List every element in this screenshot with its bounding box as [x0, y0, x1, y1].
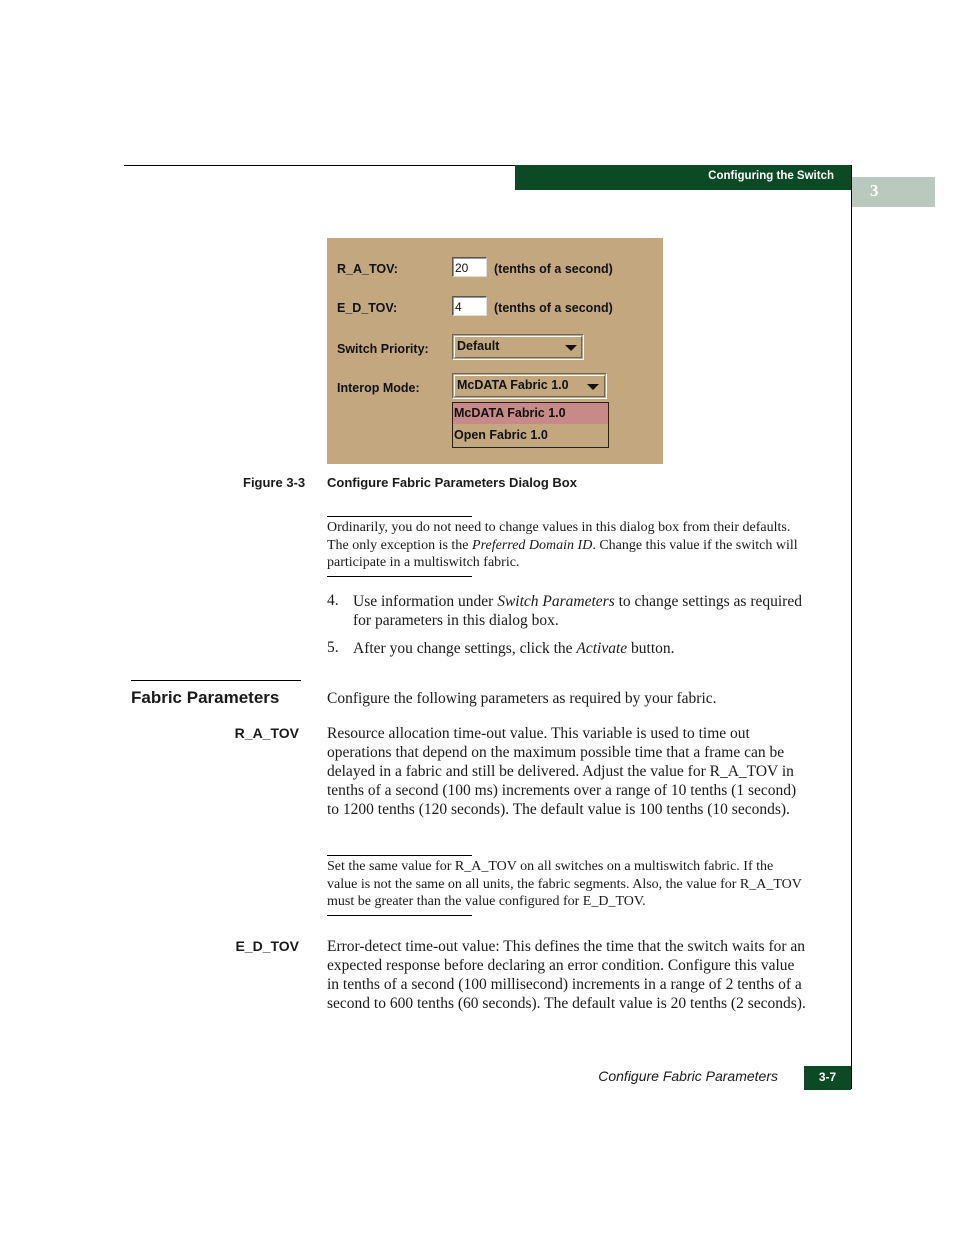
r-a-tov-description: Resource allocation time-out value. This variable is used to time out operations that depend on the maximum possible time that a frame can be delayed in a fabric and still be delivered. Adjust the value for R_A_TOV in tenths of a second (100 ms) increments over a range of 10 tenths (1 second) to 1200 tenths (120 seconds). The default value is 100 tenths (10 seconds).: [327, 725, 797, 818]
step-number: 4.: [327, 592, 339, 609]
r-a-tov-heading: R_A_TOV: [234, 725, 299, 741]
step-emphasis: Switch Parameters: [497, 593, 615, 610]
footer-title: Configure Fabric Parameters: [598, 1068, 778, 1084]
note-rule-top: [327, 516, 472, 517]
e-d-tov-input[interactable]: 4: [452, 296, 487, 316]
note-same-value: Set the same value for R_A_TOV on all switches on a multiswitch fabric. If the value is not the same on all units, the fabric segments. Also, the value for R_A_TOV must be greater than the value configured for E_D_TOV.: [327, 859, 802, 909]
e-d-tov-label: E_D_TOV:: [337, 301, 398, 315]
interop-mode-value: McDATA Fabric 1.0: [457, 378, 569, 392]
section-intro: Configure the following parameters as required by your fabric.: [327, 690, 717, 707]
note-preferred-domain: [327, 519, 807, 572]
note-rule-top: [327, 855, 472, 856]
page-margin-rule: [851, 165, 852, 1089]
step-text-start: Use information under: [353, 593, 498, 610]
figure-label: Figure 3-3: [243, 475, 306, 490]
header-rule: [124, 165, 515, 166]
switch-priority-value: Default: [457, 339, 500, 353]
figure-title: Configure Fabric Parameters Dialog Box: [327, 475, 577, 490]
e-d-tov-description: Error-detect time-out value: This defines the time that the switch waits for an expected response before declaring an error condition. Configure this value in tenths of a second (100 millisecond) increments in a range of 2 tenths of a second to 600 tenths (60 seconds). The default value is 20 tenths (2 seconds).: [327, 938, 806, 1012]
interop-option-open-fabric[interactable]: Open Fabric 1.0: [454, 428, 548, 442]
note-text-end: . Change this value if the switch will participate in a multiswitch fabric.: [327, 537, 798, 570]
e-d-tov-unit: (tenths of a second): [494, 301, 613, 315]
step-text: [353, 639, 808, 658]
chapter-number: 3: [870, 181, 879, 200]
note-emphasis: Preferred Domain ID: [472, 537, 593, 553]
r-a-tov-label: R_A_TOV:: [337, 262, 398, 276]
chevron-down-icon[interactable]: [565, 345, 577, 351]
step-emphasis: Activate: [576, 640, 628, 657]
step-text: [353, 592, 808, 630]
chapter-tab: [852, 177, 935, 207]
note-text-start: Ordinarily, you do not need to change values in this dialog box from their defaults. The only exception is the: [327, 520, 791, 553]
note-rule-bottom: [327, 576, 472, 577]
interop-mode-label: Interop Mode:: [337, 381, 420, 395]
note-rule-bottom: [327, 915, 472, 916]
fabric-parameters-dialog: [327, 238, 663, 464]
switch-priority-label: Switch Priority:: [337, 342, 429, 356]
interop-mode-select[interactable]: [452, 373, 607, 399]
r-a-tov-input[interactable]: 20: [452, 257, 487, 277]
step-text-end: to change settings as required for parameters in this dialog box.: [353, 593, 802, 629]
step-text-end: button.: [627, 640, 675, 657]
chevron-down-icon[interactable]: [587, 384, 599, 390]
interop-mode-dropdown-list: [452, 402, 609, 448]
step-text-start: After you change settings, click the: [353, 640, 577, 657]
running-header-bar: [515, 165, 851, 190]
section-rule: [131, 680, 301, 681]
page-number-box: [804, 1066, 851, 1090]
running-header-title: Configuring the Switch: [708, 170, 834, 182]
switch-priority-select[interactable]: [452, 334, 584, 360]
step-number: 5.: [327, 639, 339, 656]
e-d-tov-heading: E_D_TOV: [235, 938, 299, 954]
page-number: 3-7: [818, 1070, 837, 1084]
section-heading: Fabric Parameters: [131, 688, 280, 707]
r-a-tov-unit: (tenths of a second): [494, 262, 613, 276]
interop-option-mcdata[interactable]: McDATA Fabric 1.0: [453, 403, 608, 424]
